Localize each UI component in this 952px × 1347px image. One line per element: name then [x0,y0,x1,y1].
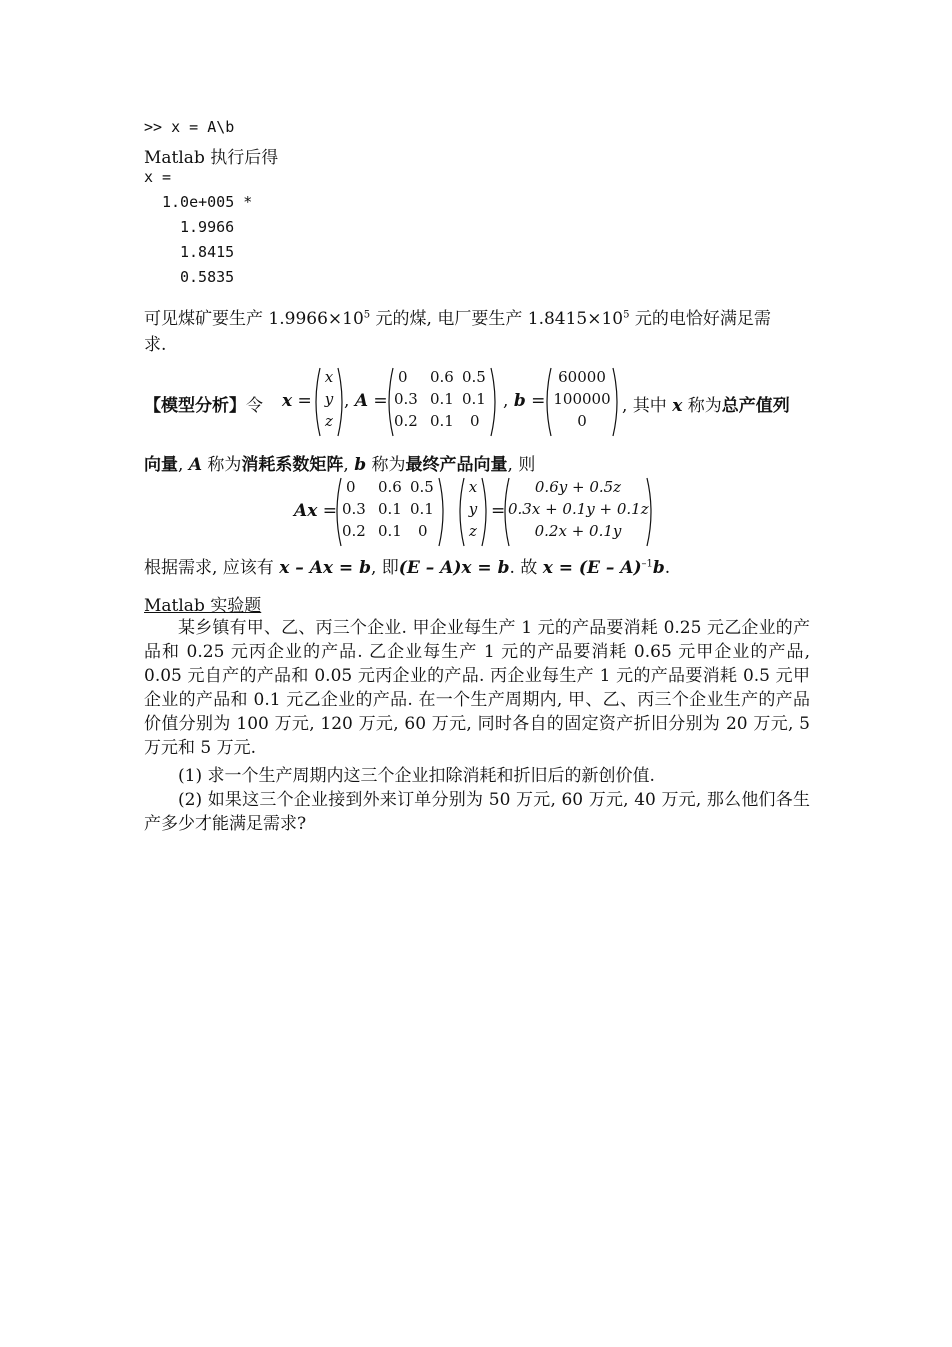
ax-label: Ax = [294,501,337,521]
b-symbol: , b = [503,391,546,411]
matlab-command: >> x = A\b [144,118,235,136]
question-2: (2) 如果这三个企业接到外来订单分别为 50 万元, 60 万元, 40 万元, 那么他们各生产多少才能满足需求? [144,790,810,834]
consumption-matrix-term: 消耗系数矩阵 [241,455,344,475]
total-output-term: 总产值列 [721,396,790,416]
result-value: 0.5835 [180,268,235,286]
model-tail: , 其中 x 称为总产值列 [622,396,790,416]
x-symbol: x = [282,391,312,411]
conclusion-line-2: 求. [144,335,167,355]
conclusion-line: 可见煤矿要生产 $1.9966\times 10^5$ 元的煤, 电厂要生产 $1.8415\times 10^5$ 元的电恰好满足需 [144,309,771,329]
comma: , A = [344,391,388,411]
ax-eq: = [491,501,506,521]
final-product-term: 最终产品向量 [405,455,508,475]
exercise-title: Matlab 实验题 [144,596,262,616]
scale-factor: 1.0e+005 * [162,193,253,211]
result-value: 1.8415 [180,243,235,261]
question-1: (1) 求一个生产周期内这三个企业扣除消耗和折旧后的新创价值. [178,766,655,786]
exec-note: Matlab 执行后得 [144,148,279,168]
result-value: 1.9966 [180,218,235,236]
model-line-2: 向量, A 称为消耗系数矩阵, b 称为最终产品向量, 则 [144,455,536,475]
document-page: >> x = A\b Matlab 执行后得 x = 1.0e+005 * 1.9966 1.8415 0.5835 可见煤矿要生产 $1.9966\times 10^5$ 元的煤, 电厂要生产 $1.8415\times 10^5$ 元的电恰好满足需 求. 【模型分析】令 x = x y z , A = 0 0.6 0.5 0.3 0.1 0.1 0.2 0.1 0 , b = 60000 100000 0 , 其中 x 称为总产值列 向量, A 称为消耗系数矩阵, b 称为最终产品向量, 则 Ax = 0 0.6 0.5 0.3 0.1 0.1 0.2 0.1 0 x y z = 0.6y + 0.5z 0.3x + 0.1y + 0.1z 0.2x + 0.1y 根据需求, 应该有 x – Ax = b, 即(E – A)x = b. 故 x = (E – A)$^{-1}$b. Matlab 实验题 某乡镇有甲、乙、丙三个企业. 甲企业每生产 1 元的产品要消耗 0.25 元乙企业的产品和 0.25 元丙企业的产品. 乙企业每生产 1 元的产品要消耗 0.65 元甲企业的产品, 0.05 元自产的产品和 0.05 元丙企业的产品. 丙企业每生产 1 元的产品要消耗 0.5 元甲企业的产品和 0.1 元乙企业的产品. 在一个生产周期内, 甲、乙、丙三个企业生产的产品价值分别为 100 万元, 120 万元, 60 万元, 同时各自的固定资产折旧分别为 20 万元, 5 万元和 5 万元. (1) 求一个生产周期内这三个企业扣除消耗和折旧后的新创价值. (2) 如果这三个企业接到外来订单分别为 50 万元, 60 万元, 40 万元, 那么他们各生产多少才能满足需求? [144,118,810,834]
model-heading-row: 【模型分析】令 [144,396,263,416]
exercise-body: 某乡镇有甲、乙、丙三个企业. 甲企业每生产 1 元的产品要消耗 0.25 元乙企业的产品和 0.25 元丙企业的产品. 乙企业每生产 1 元的产品要消耗 0.65 元甲企业的产品, 0.05 元自产的产品和 0.05 元丙企业的产品. 丙企业每生产 1 元的产品要消耗 0.5 元甲企业的产品和 0.1 元乙企业的产品. 在一个生产周期内, 甲、乙、丙三个企业生产的产品价值分别为 100 万元, 120 万元, 60 万元, 同时各自的固定资产折旧分别为 20 万元, 5 万元和 5 万元. [144,618,810,758]
model-heading: 【模型分析】 [144,396,246,416]
x-label: x = [144,168,172,186]
demand-line: 根据需求, 应该有 x – Ax = b, 即(E – A)x = b. 故 x = (E – A)$^{-1}$b. [144,558,671,578]
